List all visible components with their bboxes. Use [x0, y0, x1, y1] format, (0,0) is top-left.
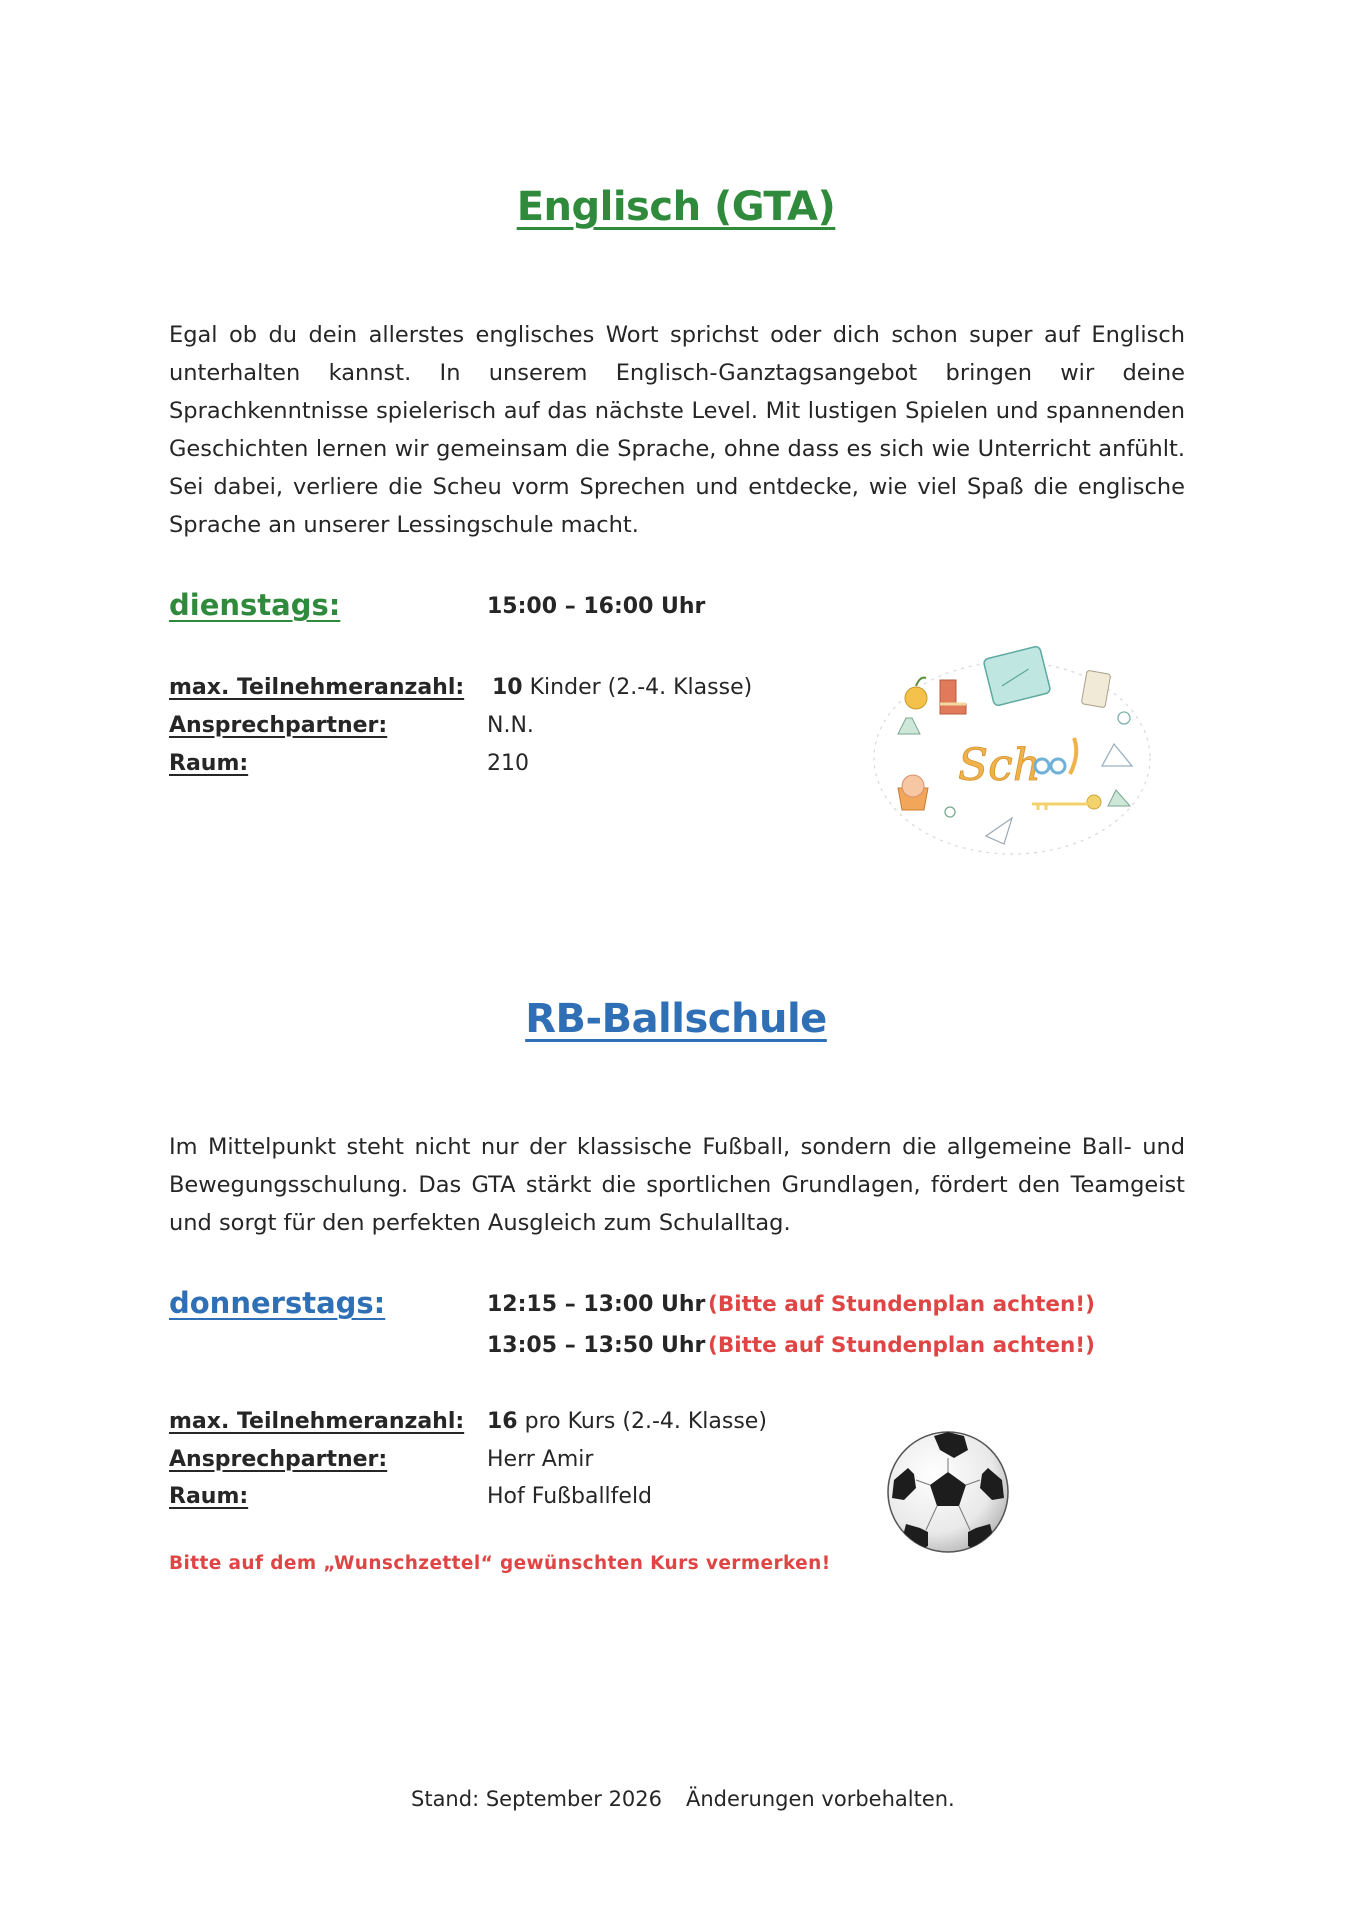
english-room-value: 210 — [487, 751, 529, 776]
ballschule-note-2: (Bitte auf Stundenplan achten!) — [708, 1333, 1095, 1358]
ballschule-title: RB-Ballschule — [525, 996, 827, 1042]
ballschule-day: donnerstags: — [169, 1286, 386, 1320]
english-participants-label: max. Teilnehmeranzahl: — [169, 675, 465, 700]
soccer-ball-icon — [884, 1428, 1012, 1556]
english-time: 15:00 – 16:00 Uhr — [487, 594, 706, 619]
ballschule-room-label: Raum: — [169, 1484, 249, 1509]
ballschule-time-2: 13:05 – 13:50 Uhr — [487, 1333, 706, 1358]
svg-text:Sch: Sch — [958, 740, 1042, 791]
english-day: dienstags: — [169, 588, 341, 622]
ballschule-participants-value — [487, 1409, 767, 1434]
english-participants-number: 10 — [492, 675, 523, 700]
ballschule-participants-label: max. Teilnehmeranzahl: — [169, 1409, 465, 1434]
english-contact-label: Ansprechpartner: — [169, 713, 388, 738]
english-participants-value — [492, 675, 752, 700]
english-participants-rest: Kinder (2.-4. Klasse) — [522, 675, 753, 700]
footer-stand: Stand: September 2026 — [411, 1787, 663, 1811]
ballschule-room-value: Hof Fußballfeld — [487, 1484, 653, 1509]
english-room-label: Raum: — [169, 751, 249, 776]
ballschule-contact-value: Herr Amir — [487, 1447, 594, 1472]
english-title: Englisch (GTA) — [516, 184, 836, 230]
ballschule-note-1: (Bitte auf Stundenplan achten!) — [708, 1292, 1095, 1317]
english-contact-value: N.N. — [487, 713, 534, 738]
ballschule-time-1: 12:15 – 13:00 Uhr — [487, 1292, 706, 1317]
wishlist-note: Bitte auf dem „Wunschzettel“ gewünschten Kurs vermerken! — [169, 1553, 831, 1574]
ballschule-description: Im Mittelpunkt steht nicht nur der klassische Fußball, sondern die allgemeine Ball- und Bewegungsschulung. Das GTA stärkt die sportlichen Grundlagen, fördert den Teamgeist und sorgt für den perfekten Ausgleich zum Schulalltag. — [169, 1134, 1185, 1236]
ballschule-participants-rest: pro Kurs (2.-4. Klasse) — [517, 1409, 767, 1434]
school-doodle-icon — [862, 640, 1162, 870]
ballschule-contact-label: Ansprechpartner: — [169, 1447, 388, 1472]
english-description: Egal ob du dein allerstes englisches Wort sprichst oder dich schon super auf Englisch unterhalten kannst. In unserem Englisch-Ganztagsangebot bringen wir deine Sprachkenntnisse spielerisch auf das nächste Level. Mit lustigen Spielen und spannenden Geschichten lernen wir gemeinsam die Sprache, ohne dass es sich wie Unterricht anfühlt. Sei dabei, verliere die Scheu vorm Sprechen und entdecke, wie viel Spaß die englische Sprache an unserer Lessingschule macht. — [169, 322, 1185, 538]
ballschule-participants-number: 16 — [487, 1409, 518, 1434]
footer-disclaimer: Änderungen vorbehalten. — [686, 1787, 955, 1811]
